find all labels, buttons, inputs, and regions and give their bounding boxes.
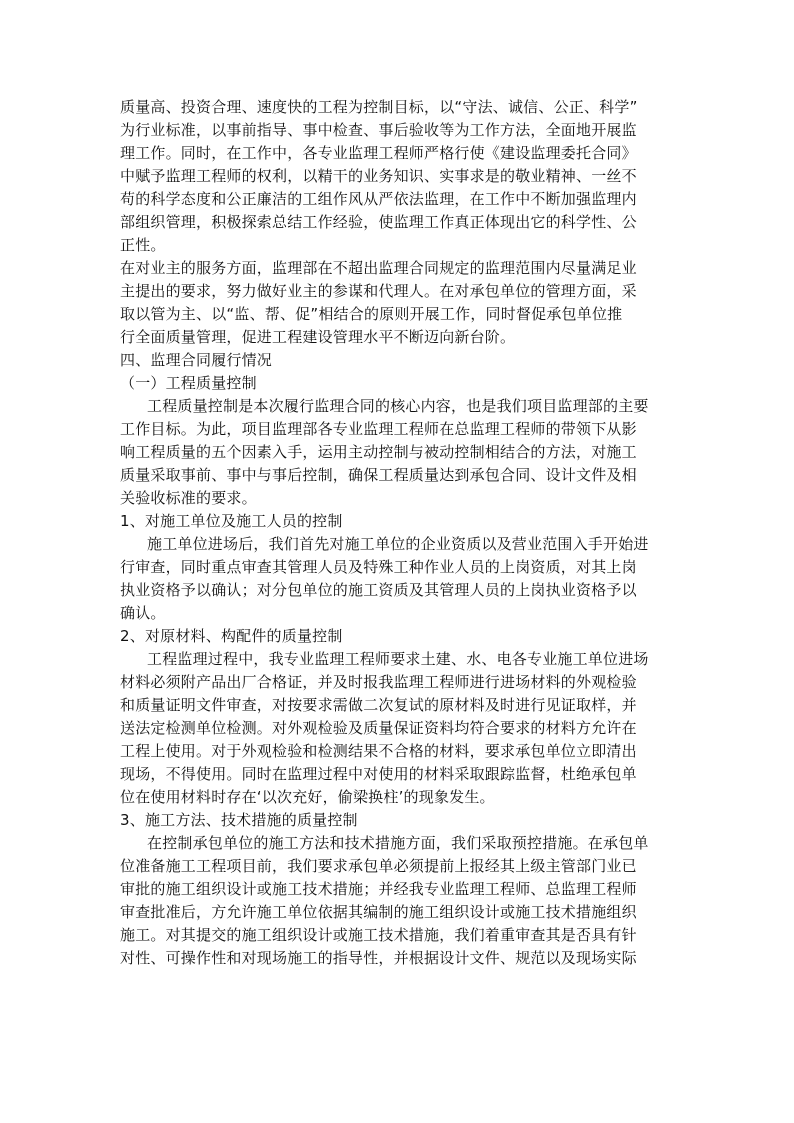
text-line: 质量高、投资合理、速度快的工程为控制目标，以“守法、诚信、公正、科学” bbox=[120, 98, 638, 116]
subsection-heading: （一）工程质量控制 bbox=[120, 374, 257, 392]
text-line: 工程质量控制是本次履行监理合同的核心内容，也是我们项目监理部的主要 bbox=[147, 397, 649, 415]
text-line: 位准备施工工程项目前，我们要求承包单必须提前上报经其上级主管部门业已 bbox=[120, 857, 637, 875]
text-line: 理工作。同时，在工作中，各专业监理工程师严格行使《建设监理委托合同》 bbox=[120, 144, 637, 162]
section-heading: 四、监理合同履行情况 bbox=[120, 351, 273, 369]
text-line: 审查批准后，方允许施工单位依据其编制的施工组织设计或施工技术措施组织 bbox=[120, 903, 637, 921]
text-line: 行全面质量管理，促进工程建设管理水平不断迈向新台阶。 bbox=[120, 328, 516, 346]
text-line: 和质量证明文件审查，对按要求需做二次复试的原材料及时进行见证取样，并 bbox=[120, 696, 637, 714]
item-heading: 2、对原材料、构配件的质量控制 bbox=[120, 627, 343, 645]
text-line: 为行业标准，以事前指导、事中检查、事后验收等为工作方法，全面地开展监 bbox=[120, 121, 637, 139]
text-line: 取以管为主、以“监、帮、促”相结合的原则开展工作，同时督促承包单位推 bbox=[120, 305, 623, 323]
text-line: 施工。对其提交的施工组织设计或施工技术措施，我们着重审查其是否具有针 bbox=[120, 926, 637, 944]
text-line: 关验收标准的要求。 bbox=[120, 489, 257, 507]
document-body bbox=[120, 96, 685, 970]
item-heading: 3、施工方法、技术措施的质量控制 bbox=[120, 811, 358, 829]
item-heading: 1、对施工单位及施工人员的控制 bbox=[120, 512, 343, 530]
text-line: 工程上使用。对于外观检验和检测结果不合格的材料，要求承包单位立即清出 bbox=[120, 742, 637, 760]
text-line: 响工程质量的五个因素入手，运用主动控制与被动控制相结合的方法，对施工 bbox=[120, 443, 637, 461]
text-line: 现场，不得使用。同时在监理过程中对使用的材料采取跟踪监督，杜绝承包单 bbox=[120, 765, 637, 783]
text-line: 部组织管理，积极探索总结工作经验，使监理工作真正体现出它的科学性、公 bbox=[120, 213, 637, 231]
text-line: 苟的科学态度和公正廉洁的工组作风从严依法监理，在工作中不断加强监理内 bbox=[120, 190, 637, 208]
text-line: 在控制承包单位的施工方法和技术措施方面，我们采取预控措施。在承包单 bbox=[147, 834, 649, 852]
text-line: 审批的施工组织设计或施工技术措施；并经我专业监理工程师、总监理工程师 bbox=[120, 880, 637, 898]
text-line: 送法定检测单位检测。对外观检验及质量保证资料均符合要求的材料方允许在 bbox=[120, 719, 637, 737]
text-line: 材料必须附产品出厂合格证，并及时报我监理工程师进行进场材料的外观检验 bbox=[120, 673, 637, 691]
text-line: 位在使用材料时存在‘以次充好，偷梁换柱’的现象发生。 bbox=[120, 788, 495, 806]
text-line: 确认。 bbox=[120, 604, 166, 622]
text-line: 在对业主的服务方面，监理部在不超出监理合同规定的监理范围内尽量满足业 bbox=[120, 259, 637, 277]
text-line: 对性、可操作性和对现场施工的指导性，并根据设计文件、规范以及现场实际 bbox=[120, 949, 637, 967]
text-line: 执业资格予以确认；对分包单位的施工资质及其管理人员的上岗执业资格予以 bbox=[120, 581, 637, 599]
text-line: 中赋予监理工程师的权利，以精干的业务知识、实事求是的敬业精神、一丝不 bbox=[120, 167, 637, 185]
text-line: 质量采取事前、事中与事后控制，确保工程质量达到承包合同、设计文件及相 bbox=[120, 466, 637, 484]
text-line: 工作目标。为此，项目监理部各专业监理工程师在总监理工程师的带领下从影 bbox=[120, 420, 637, 438]
text-line: 主提出的要求，努力做好业主的参谋和代理人。在对承包单位的管理方面，采 bbox=[120, 282, 637, 300]
text-line: 行审查，同时重点审查其管理人员及特殊工种作业人员的上岗资质，对其上岗 bbox=[120, 558, 637, 576]
text-line: 工程监理过程中，我专业监理工程师要求土建、水、电各专业施工单位进场 bbox=[147, 650, 649, 668]
text-line: 正性。 bbox=[120, 236, 166, 254]
text-line: 施工单位进场后，我们首先对施工单位的企业资质以及营业范围入手开始进 bbox=[147, 535, 649, 553]
